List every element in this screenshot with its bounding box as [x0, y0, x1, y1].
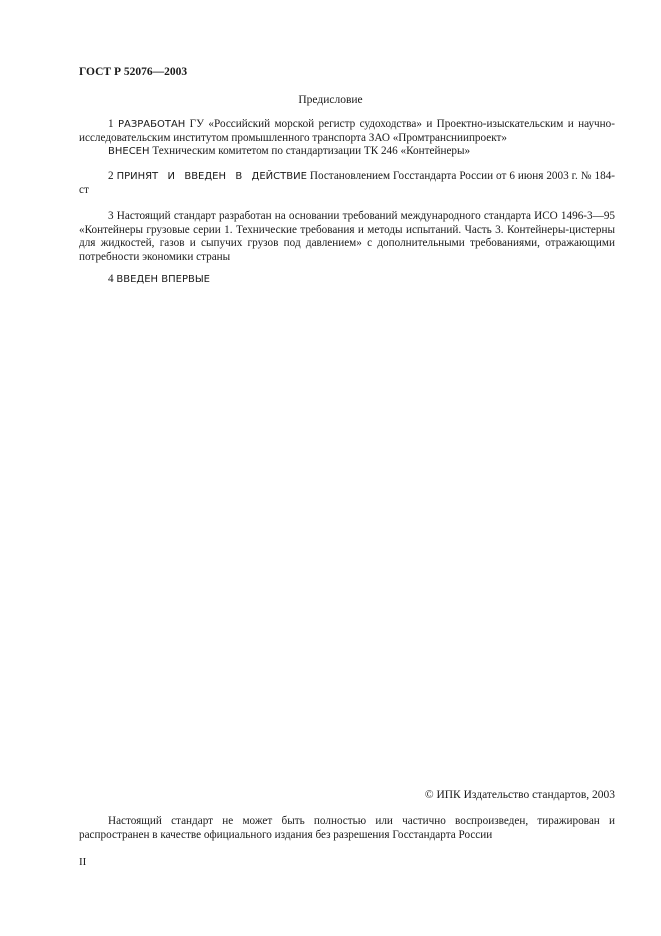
- item-text: Техническим комитетом по стандартизации ТК 246 «Контейнеры»: [152, 145, 471, 157]
- item-lead: ПРИНЯТ И ВВЕДЕН В ДЕЙСТВИЕ: [116, 171, 307, 182]
- item-lead: РАЗРАБОТАН: [117, 119, 186, 130]
- item-number: 1: [108, 118, 114, 130]
- document-code: ГОСТ Р 52076—2003: [79, 66, 188, 78]
- copyright: © ИПК Издательство стандартов, 2003: [424, 789, 615, 801]
- reproduction-notice: [79, 815, 615, 842]
- item-text: Настоящий стандарт разработан на основании требований международного стандарта ИСО 1496-3—95 «Контейнеры грузовые серии 1. Технические требования и методы испытаний. Часть 3. Контейнеры-цистерны для жидкостей, газов и сыпучих грузов под давлением» с дополнительными требованиями, отражающими потребности экономики страны: [79, 210, 616, 263]
- foreword-item-1: [79, 118, 615, 159]
- section-title: Предисловие: [298, 94, 363, 106]
- page-number: II: [79, 856, 87, 868]
- item-number: 3: [108, 210, 114, 222]
- item-lead: ВНЕСЕН: [108, 146, 150, 157]
- item-number: 2: [108, 170, 114, 182]
- item-number: 4: [108, 273, 114, 285]
- foreword-item-2: [79, 170, 615, 197]
- foreword-item-3: [79, 210, 615, 264]
- foreword-item-4: [79, 273, 615, 287]
- item-text: ГУ «Российский морской регистр судоходства» и Проектно-изыскательским и научно-исследовательским институтом промышленного транспорта ЗАО «Промтрансниипроект»: [79, 118, 615, 144]
- notice-text: Настоящий стандарт не может быть полностью или частично воспроизведен, тиражирован и распространен в качестве официального издания без разрешения Госстандарта России: [79, 815, 615, 841]
- item-text: Постановлением Госстандарта России от 6 июня 2003 г. № 184-ст: [79, 170, 616, 196]
- item-lead: ВВЕДЕН ВПЕРВЫЕ: [116, 274, 210, 285]
